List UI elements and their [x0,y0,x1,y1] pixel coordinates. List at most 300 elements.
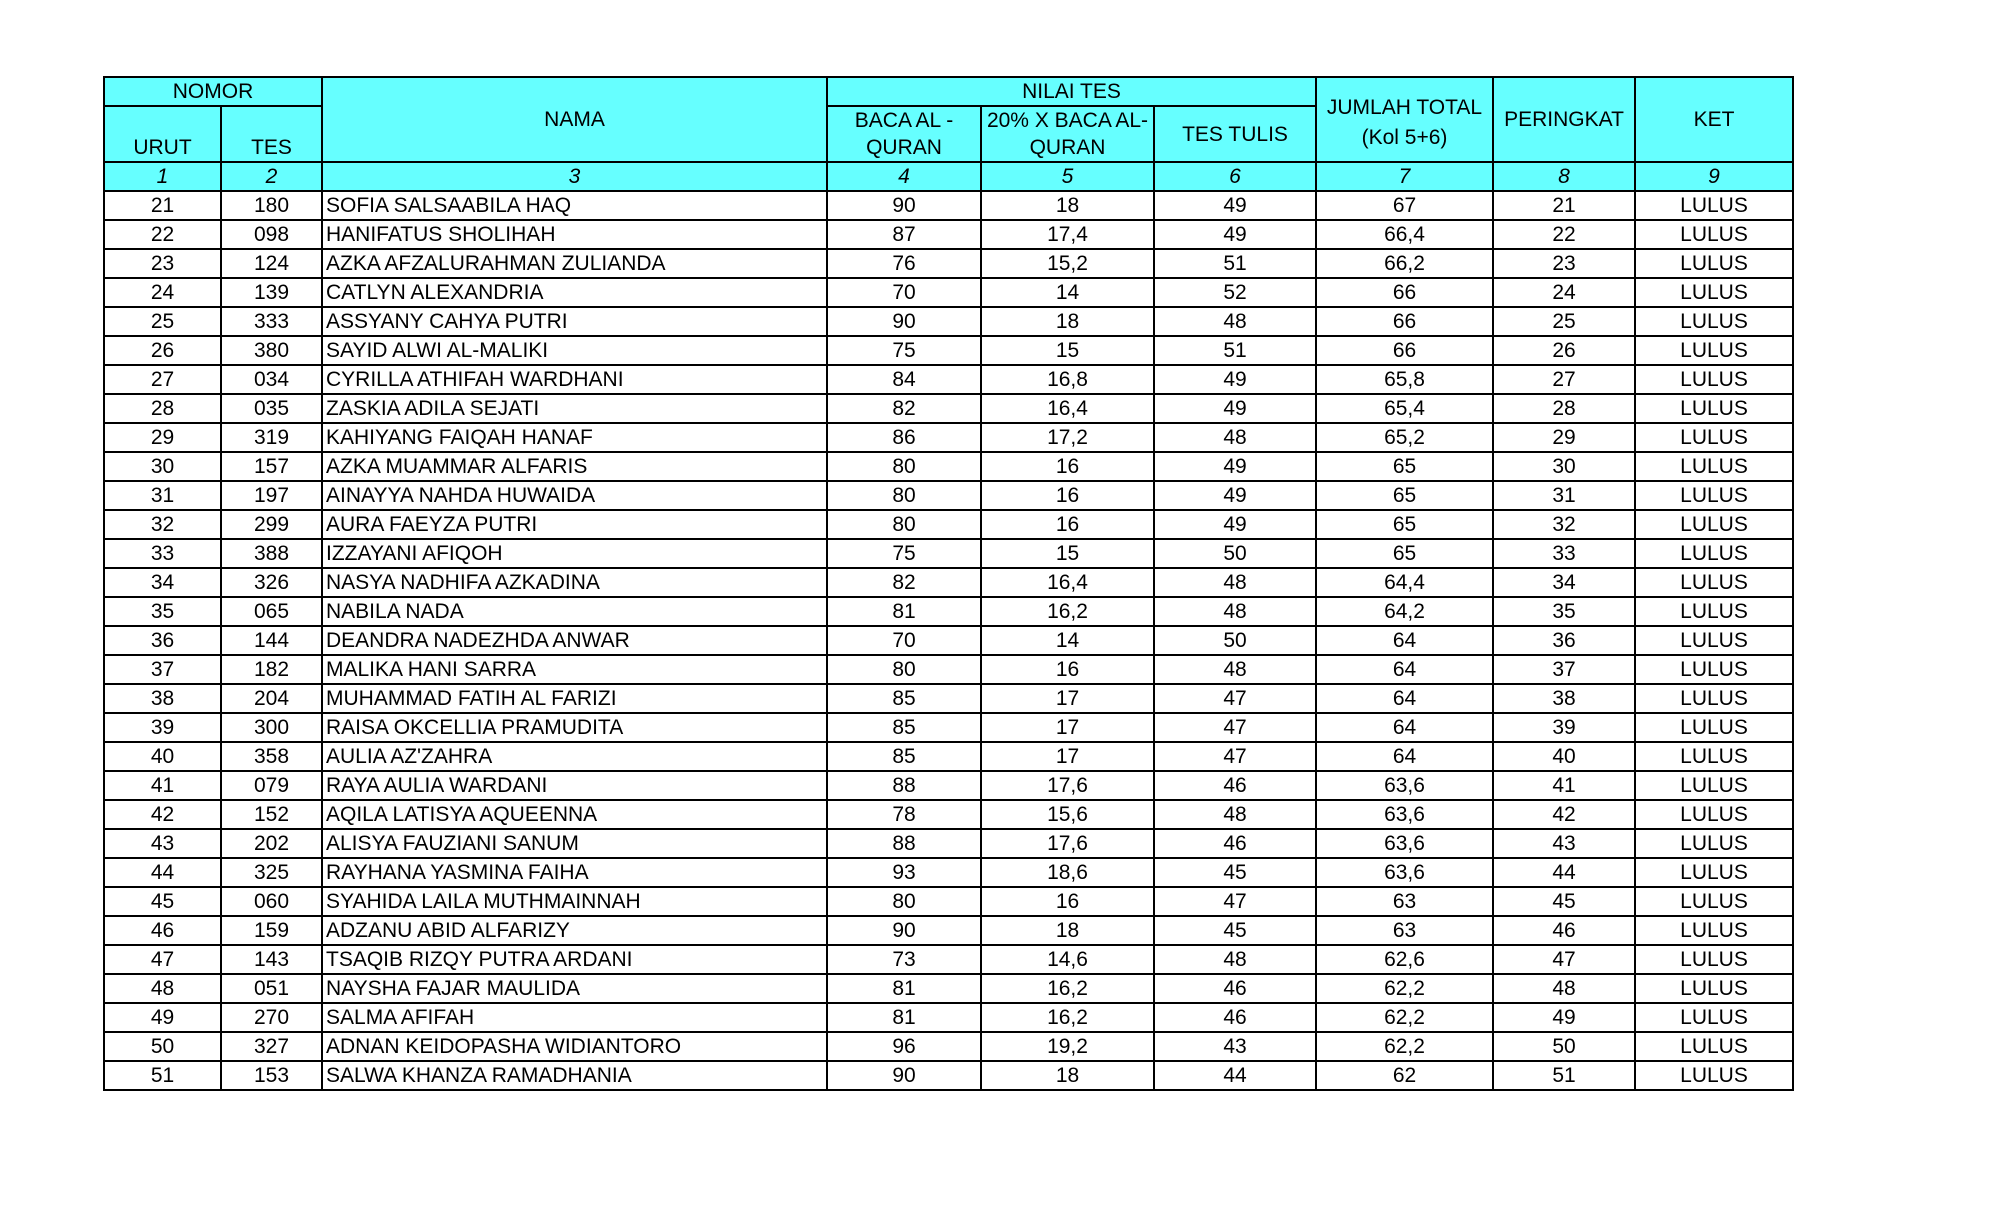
cell-ket: LULUS [1635,626,1793,655]
cell-jumlah-total: 66 [1316,336,1493,365]
cell-urut: 51 [104,1061,221,1090]
cell-peringkat: 50 [1493,1032,1635,1061]
cell-urut: 38 [104,684,221,713]
cell-tes: 065 [221,597,322,626]
table-row [104,858,1793,887]
cell-urut: 28 [104,394,221,423]
cell-nama: AURA FAEYZA PUTRI [322,510,827,539]
cell-pct-baca: 18 [981,1061,1154,1090]
cell-nama: AULIA AZ'ZAHRA [322,742,827,771]
cell-jumlah-total: 65,8 [1316,365,1493,394]
table-row [104,829,1793,858]
cell-peringkat: 41 [1493,771,1635,800]
cell-ket: LULUS [1635,481,1793,510]
cell-baca-alquran: 81 [827,597,981,626]
cell-peringkat: 37 [1493,655,1635,684]
cell-baca-alquran: 88 [827,771,981,800]
cell-tes-tulis: 47 [1154,887,1316,916]
header-pct-baca-alquran [981,106,1154,162]
cell-nama: KAHIYANG FAIQAH HANAF [322,423,827,452]
cell-nama: ADNAN KEIDOPASHA WIDIANTORO [322,1032,827,1061]
table-row [104,1061,1793,1090]
cell-tes-tulis: 47 [1154,713,1316,742]
cell-peringkat: 30 [1493,452,1635,481]
cell-jumlah-total: 62,2 [1316,974,1493,1003]
cell-peringkat: 31 [1493,481,1635,510]
cell-peringkat: 35 [1493,597,1635,626]
cell-urut: 35 [104,597,221,626]
cell-peringkat: 49 [1493,1003,1635,1032]
cell-urut: 39 [104,713,221,742]
cell-pct-baca: 17,2 [981,423,1154,452]
cell-pct-baca: 16 [981,452,1154,481]
cell-nama: IZZAYANI AFIQOH [322,539,827,568]
cell-pct-baca: 14 [981,278,1154,307]
cell-urut: 44 [104,858,221,887]
cell-baca-alquran: 81 [827,1003,981,1032]
cell-tes-tulis: 48 [1154,568,1316,597]
cell-peringkat: 39 [1493,713,1635,742]
cell-jumlah-total: 67 [1316,191,1493,220]
cell-baca-alquran: 80 [827,655,981,684]
cell-ket: LULUS [1635,858,1793,887]
cell-urut: 31 [104,481,221,510]
cell-ket: LULUS [1635,800,1793,829]
cell-tes-tulis: 45 [1154,858,1316,887]
col-number: 9 [1635,162,1793,191]
table-row [104,307,1793,336]
cell-nama: NAYSHA FAJAR MAULIDA [322,974,827,1003]
table-row [104,220,1793,249]
cell-ket: LULUS [1635,568,1793,597]
cell-nama: SOFIA SALSAABILA HAQ [322,191,827,220]
cell-tes: 202 [221,829,322,858]
cell-nama: ZASKIA ADILA SEJATI [322,394,827,423]
cell-baca-alquran: 87 [827,220,981,249]
col-number: 8 [1493,162,1635,191]
cell-jumlah-total: 65 [1316,452,1493,481]
cell-jumlah-total: 66 [1316,278,1493,307]
cell-peringkat: 47 [1493,945,1635,974]
cell-ket: LULUS [1635,1061,1793,1090]
cell-urut: 41 [104,771,221,800]
cell-ket: LULUS [1635,597,1793,626]
cell-baca-alquran: 80 [827,510,981,539]
cell-tes: 333 [221,307,322,336]
cell-pct-baca: 17,6 [981,771,1154,800]
cell-tes-tulis: 46 [1154,1003,1316,1032]
cell-baca-alquran: 73 [827,945,981,974]
cell-ket: LULUS [1635,974,1793,1003]
cell-pct-baca: 15,6 [981,800,1154,829]
cell-baca-alquran: 85 [827,684,981,713]
cell-jumlah-total: 63,6 [1316,829,1493,858]
table-row [104,539,1793,568]
cell-urut: 33 [104,539,221,568]
cell-tes-tulis: 49 [1154,365,1316,394]
cell-baca-alquran: 81 [827,974,981,1003]
cell-urut: 21 [104,191,221,220]
cell-baca-alquran: 90 [827,191,981,220]
cell-ket: LULUS [1635,278,1793,307]
cell-peringkat: 40 [1493,742,1635,771]
table-row [104,394,1793,423]
cell-tes-tulis: 50 [1154,626,1316,655]
cell-tes: 326 [221,568,322,597]
cell-baca-alquran: 90 [827,1061,981,1090]
cell-nama: DEANDRA NADEZHDA ANWAR [322,626,827,655]
cell-tes: 182 [221,655,322,684]
cell-tes: 035 [221,394,322,423]
cell-urut: 26 [104,336,221,365]
cell-ket: LULUS [1635,220,1793,249]
cell-ket: LULUS [1635,510,1793,539]
cell-ket: LULUS [1635,191,1793,220]
cell-jumlah-total: 64 [1316,626,1493,655]
cell-tes: 300 [221,713,322,742]
cell-peringkat: 44 [1493,858,1635,887]
cell-ket: LULUS [1635,249,1793,278]
table-row [104,713,1793,742]
col-number: 4 [827,162,981,191]
cell-urut: 25 [104,307,221,336]
table-row [104,568,1793,597]
header-jumlah-line2: (Kol 5+6) [1361,125,1448,149]
cell-tes-tulis: 48 [1154,307,1316,336]
cell-tes: 079 [221,771,322,800]
cell-pct-baca: 16,4 [981,394,1154,423]
table-row [104,684,1793,713]
cell-urut: 22 [104,220,221,249]
cell-peringkat: 28 [1493,394,1635,423]
cell-nama: TSAQIB RIZQY PUTRA ARDANI [322,945,827,974]
cell-jumlah-total: 65,4 [1316,394,1493,423]
cell-peringkat: 34 [1493,568,1635,597]
column-number-row [104,162,1793,191]
cell-tes-tulis: 46 [1154,771,1316,800]
cell-baca-alquran: 86 [827,423,981,452]
cell-tes-tulis: 48 [1154,945,1316,974]
cell-tes: 152 [221,800,322,829]
cell-jumlah-total: 64 [1316,713,1493,742]
cell-tes: 197 [221,481,322,510]
cell-jumlah-total: 66,4 [1316,220,1493,249]
cell-tes-tulis: 51 [1154,249,1316,278]
cell-peringkat: 36 [1493,626,1635,655]
header-urut: URUT [104,106,221,162]
col-number: 7 [1316,162,1493,191]
cell-baca-alquran: 70 [827,278,981,307]
cell-jumlah-total: 62,2 [1316,1032,1493,1061]
cell-tes: 143 [221,945,322,974]
table-row [104,510,1793,539]
cell-pct-baca: 17 [981,713,1154,742]
table-row [104,916,1793,945]
cell-urut: 36 [104,626,221,655]
cell-ket: LULUS [1635,1032,1793,1061]
cell-nama: SYAHIDA LAILA MUTHMAINNAH [322,887,827,916]
cell-jumlah-total: 65 [1316,539,1493,568]
header-tes: TES [221,106,322,162]
cell-ket: LULUS [1635,916,1793,945]
cell-urut: 49 [104,1003,221,1032]
cell-baca-alquran: 84 [827,365,981,394]
cell-jumlah-total: 64 [1316,655,1493,684]
cell-tes: 051 [221,974,322,1003]
header-baca-line2: QURAN [866,136,942,159]
cell-pct-baca: 15 [981,336,1154,365]
cell-pct-baca: 16 [981,655,1154,684]
cell-baca-alquran: 80 [827,481,981,510]
table-body [104,191,1793,1090]
cell-urut: 29 [104,423,221,452]
results-table [103,76,1794,1091]
cell-nama: RAYHANA YASMINA FAIHA [322,858,827,887]
cell-pct-baca: 16 [981,887,1154,916]
table-row [104,1003,1793,1032]
cell-peringkat: 24 [1493,278,1635,307]
table-row [104,191,1793,220]
cell-baca-alquran: 90 [827,307,981,336]
cell-tes-tulis: 49 [1154,452,1316,481]
cell-peringkat: 42 [1493,800,1635,829]
cell-urut: 32 [104,510,221,539]
cell-urut: 23 [104,249,221,278]
cell-pct-baca: 15 [981,539,1154,568]
cell-tes: 034 [221,365,322,394]
cell-ket: LULUS [1635,452,1793,481]
cell-peringkat: 33 [1493,539,1635,568]
cell-tes: 144 [221,626,322,655]
cell-pct-baca: 14 [981,626,1154,655]
cell-urut: 50 [104,1032,221,1061]
cell-tes: 380 [221,336,322,365]
cell-nama: CATLYN ALEXANDRIA [322,278,827,307]
cell-pct-baca: 16,4 [981,568,1154,597]
cell-ket: LULUS [1635,945,1793,974]
cell-baca-alquran: 85 [827,742,981,771]
table-row [104,800,1793,829]
header-pct-line2: QURAN [1029,136,1106,159]
cell-urut: 47 [104,945,221,974]
cell-nama: RAISA OKCELLIA PRAMUDITA [322,713,827,742]
table-row [104,1032,1793,1061]
cell-jumlah-total: 63 [1316,916,1493,945]
cell-jumlah-total: 62 [1316,1061,1493,1090]
cell-jumlah-total: 66,2 [1316,249,1493,278]
cell-baca-alquran: 88 [827,829,981,858]
col-number: 6 [1154,162,1316,191]
col-number: 3 [322,162,827,191]
header-pct-line1: 20% X BACA AL- [986,109,1149,132]
cell-tes-tulis: 52 [1154,278,1316,307]
table-row [104,887,1793,916]
cell-ket: LULUS [1635,394,1793,423]
cell-baca-alquran: 96 [827,1032,981,1061]
table-row [104,742,1793,771]
cell-tes: 124 [221,249,322,278]
cell-nama: AINAYYA NAHDA HUWAIDA [322,481,827,510]
cell-pct-baca: 16,2 [981,597,1154,626]
cell-baca-alquran: 75 [827,336,981,365]
cell-urut: 42 [104,800,221,829]
cell-peringkat: 38 [1493,684,1635,713]
cell-pct-baca: 17,4 [981,220,1154,249]
cell-tes: 358 [221,742,322,771]
table-row [104,626,1793,655]
cell-tes-tulis: 48 [1154,655,1316,684]
cell-peringkat: 22 [1493,220,1635,249]
cell-jumlah-total: 64 [1316,684,1493,713]
table-row [104,771,1793,800]
cell-ket: LULUS [1635,539,1793,568]
cell-jumlah-total: 63,6 [1316,858,1493,887]
cell-nama: AZKA AFZALURAHMAN ZULIANDA [322,249,827,278]
cell-tes-tulis: 47 [1154,742,1316,771]
header-nama: NAMA [322,77,827,162]
header-nilai-tes: NILAI TES [827,77,1316,106]
cell-tes: 153 [221,1061,322,1090]
cell-tes-tulis: 44 [1154,1061,1316,1090]
cell-peringkat: 48 [1493,974,1635,1003]
cell-urut: 27 [104,365,221,394]
cell-tes-tulis: 49 [1154,394,1316,423]
cell-peringkat: 46 [1493,916,1635,945]
table-row [104,597,1793,626]
cell-peringkat: 25 [1493,307,1635,336]
cell-jumlah-total: 63,6 [1316,771,1493,800]
cell-tes: 325 [221,858,322,887]
cell-pct-baca: 19,2 [981,1032,1154,1061]
cell-baca-alquran: 80 [827,452,981,481]
cell-nama: SAYID ALWI AL-MALIKI [322,336,827,365]
cell-ket: LULUS [1635,307,1793,336]
cell-pct-baca: 17 [981,742,1154,771]
cell-pct-baca: 17 [981,684,1154,713]
header-jumlah-total [1316,77,1493,162]
cell-jumlah-total: 65 [1316,481,1493,510]
cell-pct-baca: 14,6 [981,945,1154,974]
cell-ket: LULUS [1635,742,1793,771]
cell-nama: CYRILLA ATHIFAH WARDHANI [322,365,827,394]
cell-ket: LULUS [1635,423,1793,452]
cell-jumlah-total: 65,2 [1316,423,1493,452]
cell-jumlah-total: 63,6 [1316,800,1493,829]
cell-ket: LULUS [1635,829,1793,858]
header-nomor: NOMOR [104,77,322,106]
table-header [104,77,1793,191]
cell-tes-tulis: 49 [1154,510,1316,539]
cell-nama: AZKA MUAMMAR ALFARIS [322,452,827,481]
cell-tes-tulis: 47 [1154,684,1316,713]
cell-tes-tulis: 50 [1154,539,1316,568]
table-row [104,452,1793,481]
cell-nama: SALWA KHANZA RAMADHANIA [322,1061,827,1090]
cell-ket: LULUS [1635,684,1793,713]
cell-ket: LULUS [1635,713,1793,742]
cell-jumlah-total: 62,2 [1316,1003,1493,1032]
cell-ket: LULUS [1635,1003,1793,1032]
table-row [104,249,1793,278]
cell-pct-baca: 15,2 [981,249,1154,278]
cell-nama: SALMA AFIFAH [322,1003,827,1032]
cell-tes-tulis: 49 [1154,481,1316,510]
cell-baca-alquran: 85 [827,713,981,742]
table-row [104,336,1793,365]
table-row [104,278,1793,307]
cell-ket: LULUS [1635,771,1793,800]
table-row [104,945,1793,974]
cell-tes: 157 [221,452,322,481]
cell-jumlah-total: 65 [1316,510,1493,539]
cell-ket: LULUS [1635,655,1793,684]
cell-peringkat: 23 [1493,249,1635,278]
cell-peringkat: 29 [1493,423,1635,452]
cell-tes-tulis: 49 [1154,191,1316,220]
cell-tes: 299 [221,510,322,539]
cell-tes: 139 [221,278,322,307]
cell-tes: 270 [221,1003,322,1032]
cell-jumlah-total: 66 [1316,307,1493,336]
cell-pct-baca: 16,8 [981,365,1154,394]
table-row [104,974,1793,1003]
cell-tes: 180 [221,191,322,220]
cell-tes-tulis: 51 [1154,336,1316,365]
cell-nama: MALIKA HANI SARRA [322,655,827,684]
cell-baca-alquran: 82 [827,394,981,423]
cell-jumlah-total: 64,4 [1316,568,1493,597]
cell-pct-baca: 18 [981,191,1154,220]
cell-nama: MUHAMMAD FATIH AL FARIZI [322,684,827,713]
cell-pct-baca: 16,2 [981,1003,1154,1032]
cell-urut: 40 [104,742,221,771]
cell-urut: 43 [104,829,221,858]
cell-tes: 319 [221,423,322,452]
cell-jumlah-total: 64,2 [1316,597,1493,626]
cell-tes-tulis: 48 [1154,597,1316,626]
header-ket: KET [1635,77,1793,162]
cell-baca-alquran: 93 [827,858,981,887]
cell-peringkat: 45 [1493,887,1635,916]
cell-jumlah-total: 63 [1316,887,1493,916]
cell-urut: 46 [104,916,221,945]
cell-tes-tulis: 46 [1154,829,1316,858]
cell-tes-tulis: 48 [1154,423,1316,452]
cell-ket: LULUS [1635,887,1793,916]
cell-ket: LULUS [1635,365,1793,394]
cell-peringkat: 51 [1493,1061,1635,1090]
cell-tes-tulis: 49 [1154,220,1316,249]
header-tes-tulis: TES TULIS [1154,106,1316,162]
cell-pct-baca: 16 [981,510,1154,539]
cell-nama: ALISYA FAUZIANI SANUM [322,829,827,858]
cell-urut: 24 [104,278,221,307]
cell-baca-alquran: 75 [827,539,981,568]
col-number: 5 [981,162,1154,191]
cell-urut: 45 [104,887,221,916]
table-row [104,423,1793,452]
cell-baca-alquran: 76 [827,249,981,278]
cell-peringkat: 43 [1493,829,1635,858]
cell-nama: NABILA NADA [322,597,827,626]
cell-tes-tulis: 45 [1154,916,1316,945]
cell-ket: LULUS [1635,336,1793,365]
cell-tes: 204 [221,684,322,713]
cell-baca-alquran: 78 [827,800,981,829]
cell-peringkat: 21 [1493,191,1635,220]
col-number: 1 [104,162,221,191]
cell-urut: 48 [104,974,221,1003]
